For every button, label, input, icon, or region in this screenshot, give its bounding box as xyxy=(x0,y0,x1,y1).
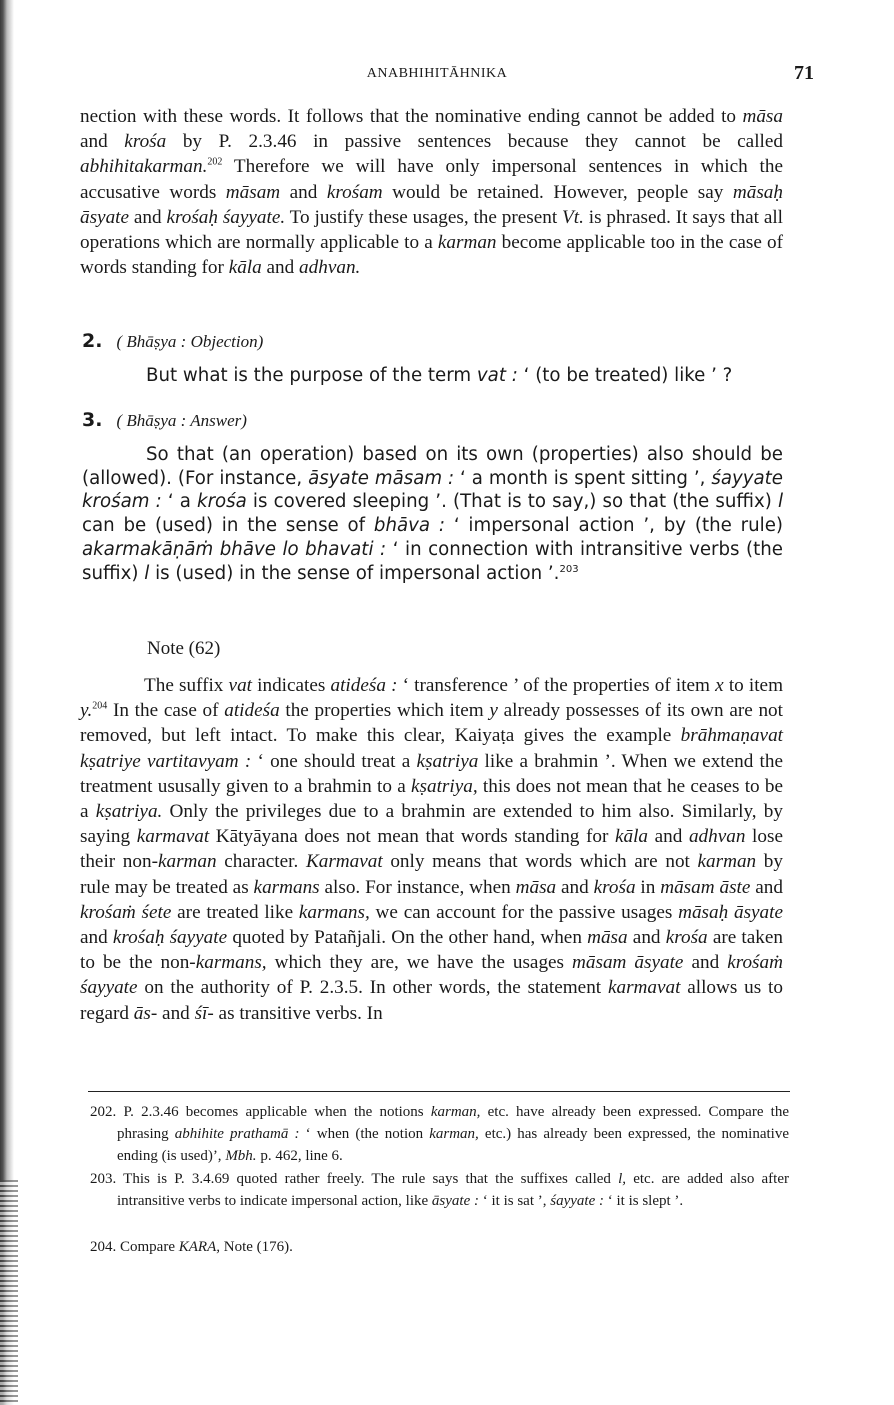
italic-term: kṣatriya. xyxy=(95,801,163,823)
footnote-marker: 204 xyxy=(92,700,108,712)
italic-term: y xyxy=(489,700,498,722)
italic-term: karman xyxy=(157,851,217,873)
italic-term: karmavat xyxy=(607,977,681,999)
italic-term: karman xyxy=(697,851,757,873)
footnote-rule xyxy=(88,1091,790,1092)
italic-term: abhihitakarman. xyxy=(80,156,208,178)
italic-term: māsaḥ āsyate xyxy=(678,901,783,923)
italic-term: atideśa : xyxy=(330,675,398,696)
page-header xyxy=(80,62,814,86)
footnote-204-text xyxy=(116,1239,293,1255)
section-3-label: ( Bhāṣya : Answer) xyxy=(116,411,247,430)
italic-term: l xyxy=(144,562,150,584)
italic-term: māsaḥ āsyate xyxy=(80,181,783,228)
italic-term: abhihite prathamā : xyxy=(174,1126,300,1142)
section-2-body xyxy=(82,364,783,388)
text-run: already possesses of its own are not removed, but left intact. To make this clear, Kaiyaṭa gives the example xyxy=(80,700,783,747)
italic-term: māsam xyxy=(225,181,281,203)
italic-term: krośaḥ śayyate. xyxy=(166,206,286,228)
text-run: can be (used) in the sense of xyxy=(82,515,374,537)
section-2-heading xyxy=(82,330,263,352)
italic-term: karmans, xyxy=(298,901,370,923)
text-run: Only the privileges due to a brahmin are extended to him also. Similarly, by saying xyxy=(80,801,783,848)
italic-term: akarmakāṇāṁ bhāve lo bhavati : xyxy=(82,538,387,560)
text-run: ‘ transference ’ of the properties of item xyxy=(397,675,716,696)
text-run: ‘ (to be treated) like ’ ? xyxy=(517,365,733,386)
text-run: etc.) has already been expressed, the nominative ending (is used)’, xyxy=(117,1126,789,1164)
italic-term: karmans xyxy=(253,876,320,898)
text-run: and xyxy=(80,927,113,949)
text-run: Therefore we will have only impersonal sentences in which the accusative words xyxy=(80,156,783,203)
italic-term: adhvan. xyxy=(299,257,361,279)
binding-shadow xyxy=(0,1180,18,1405)
italic-term: atideśa xyxy=(224,700,280,722)
intro-paragraph xyxy=(80,104,783,280)
section-2-label: ( Bhāṣya : Objection) xyxy=(116,332,264,351)
footnote-203-number: 203. xyxy=(90,1171,117,1187)
italic-term: krośa xyxy=(197,491,247,513)
text-run: p. 462, line 6. xyxy=(256,1148,343,1164)
text-run: this does not mean that he ceases to be a xyxy=(80,775,784,823)
text-run: is (used) in the sense of impersonal action ’. xyxy=(149,562,560,584)
text-run: ‘ a month is spent sitting ’, xyxy=(454,467,712,489)
italic-term: karman, xyxy=(429,1126,479,1142)
text-run: like a brahmin ’. When we extend the treatment ususally given to a brahmin to a xyxy=(80,750,783,797)
italic-term: karman xyxy=(437,232,497,254)
text-run: The suffix xyxy=(144,675,229,696)
italic-term: krośaṁ śete xyxy=(80,901,172,923)
text-run: and xyxy=(280,181,327,203)
italic-term: l, xyxy=(618,1171,627,1187)
italic-term: māsam āste xyxy=(660,876,751,898)
italic-term: l xyxy=(777,491,783,513)
text-run: lose their non- xyxy=(80,826,783,873)
italic-term: vat xyxy=(228,675,252,696)
text-run: character. xyxy=(216,851,306,873)
text-run: P. 2.3.46 becomes applicable when the notions xyxy=(116,1104,431,1120)
italic-term: kṣatriya, xyxy=(411,775,478,797)
text-run: ‘ a xyxy=(161,491,198,513)
italic-term: śī- xyxy=(194,1002,214,1024)
italic-term: kāla xyxy=(614,826,649,848)
text-run: as transitive verbs. In xyxy=(213,1002,383,1024)
footnote-204-number: 204. xyxy=(90,1239,117,1255)
italic-term: bhāva : xyxy=(373,515,445,537)
text-run: is phrased. It says that all operations which are normally applicable to a xyxy=(80,206,784,254)
italic-term: śayyate : xyxy=(550,1193,604,1209)
italic-term: krośa xyxy=(665,927,708,949)
italic-term: māsa xyxy=(515,876,557,898)
text-run: ‘ in connection with intransitive verbs (the suffix) xyxy=(82,538,783,584)
italic-term: māsa xyxy=(587,927,628,949)
section-2-number: 2. xyxy=(82,330,103,352)
italic-term: adhvan xyxy=(688,826,746,848)
footnote-marker: 203 xyxy=(559,563,579,575)
italic-term: māsam āsyate xyxy=(572,952,684,974)
text-run: would be retained. However, people say xyxy=(382,181,733,203)
text-run: and xyxy=(157,1002,195,1024)
text-run: in xyxy=(635,876,661,898)
text-run: to item xyxy=(723,675,783,696)
text-run: the properties which item xyxy=(279,700,490,722)
text-run: etc. are added also after intransitive verbs to indicate impersonal action, like xyxy=(117,1171,789,1209)
italic-term: x xyxy=(715,675,724,696)
italic-term: brāhmaṇavat kṣatriye vartitavyam : xyxy=(80,725,783,772)
text-run: which they are, we have the usages xyxy=(266,952,573,974)
italic-term: āsyate māsam : xyxy=(308,467,455,489)
italic-term: Vt. xyxy=(562,206,584,228)
italic-term: Karmavat xyxy=(305,851,383,873)
footnote-202 xyxy=(90,1101,790,1167)
text-run: Compare xyxy=(116,1239,179,1255)
text-run: by rule may be treated as xyxy=(80,851,783,898)
italic-term: krośam xyxy=(326,181,383,203)
note-heading: Note (62) xyxy=(147,638,221,659)
text-run: by P. 2.3.46 in passive sentences because they cannot be called xyxy=(166,131,783,153)
italic-term: krośaṁ śayyate xyxy=(80,952,783,999)
text-run: So that (an operation) based on its own (properties) also should be (allowed). (For instance, xyxy=(82,444,783,489)
text-run: and xyxy=(683,952,728,974)
text-run: and xyxy=(648,826,689,848)
footnote-202-number: 202. xyxy=(90,1104,117,1120)
section-3-heading xyxy=(82,409,247,431)
running-title: ANABHIHITĀHNIKA xyxy=(366,66,508,81)
text-run: only means that words which are not xyxy=(382,851,698,873)
italic-term: krośa xyxy=(593,876,636,898)
text-run: To justify these usages, the present xyxy=(285,206,563,228)
footnote-203-text xyxy=(116,1171,789,1209)
text-run: ‘ impersonal action ’, by (the rule) xyxy=(445,515,783,537)
text-run: quoted by Patañjali. On the other hand, when xyxy=(227,927,588,949)
text-run: and xyxy=(627,927,666,949)
section-3-body xyxy=(82,443,783,585)
italic-term: kāla xyxy=(228,257,262,279)
text-run: become applicable too in the case of words standing for xyxy=(80,232,783,279)
text-run: ‘ one should treat a xyxy=(251,750,417,772)
page-number: 71 xyxy=(794,62,814,84)
text-run: also. For instance, when xyxy=(319,876,516,898)
italic-term: ās- xyxy=(133,1002,158,1024)
text-run: allows us to regard xyxy=(80,977,783,1024)
section-3-number: 3. xyxy=(82,409,103,431)
text-run: are taken to be the non- xyxy=(80,927,783,974)
footnote-203 xyxy=(90,1168,789,1212)
italic-term: vat : xyxy=(476,365,518,386)
text-run: and xyxy=(80,131,125,153)
italic-term: śayyate krośam : xyxy=(82,467,783,513)
text-run: indicates xyxy=(252,675,331,696)
italic-term: krośaḥ śayyate xyxy=(112,927,228,949)
text-run: on the authority of P. 2.3.5. In other words, the statement xyxy=(137,977,608,999)
text-run: In the case of xyxy=(107,700,225,722)
text-run: we can account for the passive usages xyxy=(369,901,679,923)
text-run: is covered sleeping ’. (That is to say,) so that (the suffix) xyxy=(246,491,778,513)
text-run: ‘ it is slept ’. xyxy=(603,1193,684,1209)
text-run: ‘ it is sat ’, xyxy=(479,1193,551,1209)
italic-term: āsyate : xyxy=(431,1193,479,1209)
text-run: and xyxy=(129,206,167,228)
footnote-204 xyxy=(90,1236,789,1258)
text-run: But what is the purpose of the term xyxy=(146,365,477,386)
text-run: This is P. 3.4.69 quoted rather freely. The rule says that the suffixes called xyxy=(116,1171,619,1187)
italic-term: Mbh. xyxy=(225,1148,257,1164)
italic-term: y. xyxy=(80,700,93,722)
text-run: Note (176). xyxy=(219,1239,293,1255)
text-run: Kātyāyana does not mean that words standing for xyxy=(209,826,615,848)
italic-term: māsa xyxy=(742,106,783,127)
italic-term: karmans, xyxy=(195,952,267,974)
note-body xyxy=(80,673,783,1026)
italic-term: krośa xyxy=(124,131,167,153)
italic-term: karman, xyxy=(430,1104,481,1120)
footnote-marker: 202 xyxy=(207,157,223,169)
text-run: and xyxy=(261,257,300,279)
text-run: ‘ when (the notion xyxy=(299,1126,430,1142)
footnote-202-text xyxy=(116,1104,789,1164)
italic-term: kṣatriya xyxy=(416,750,479,772)
text-run: nection with these words. It follows that the nominative ending cannot be added to xyxy=(80,106,743,127)
italic-term: KARA, xyxy=(178,1239,220,1255)
text-run: etc. have already been expressed. Compare the phrasing xyxy=(117,1104,790,1142)
text-run: and xyxy=(750,876,783,898)
italic-term: karmavat xyxy=(136,826,210,848)
text-run: are treated like xyxy=(171,901,299,923)
text-run: and xyxy=(556,876,594,898)
